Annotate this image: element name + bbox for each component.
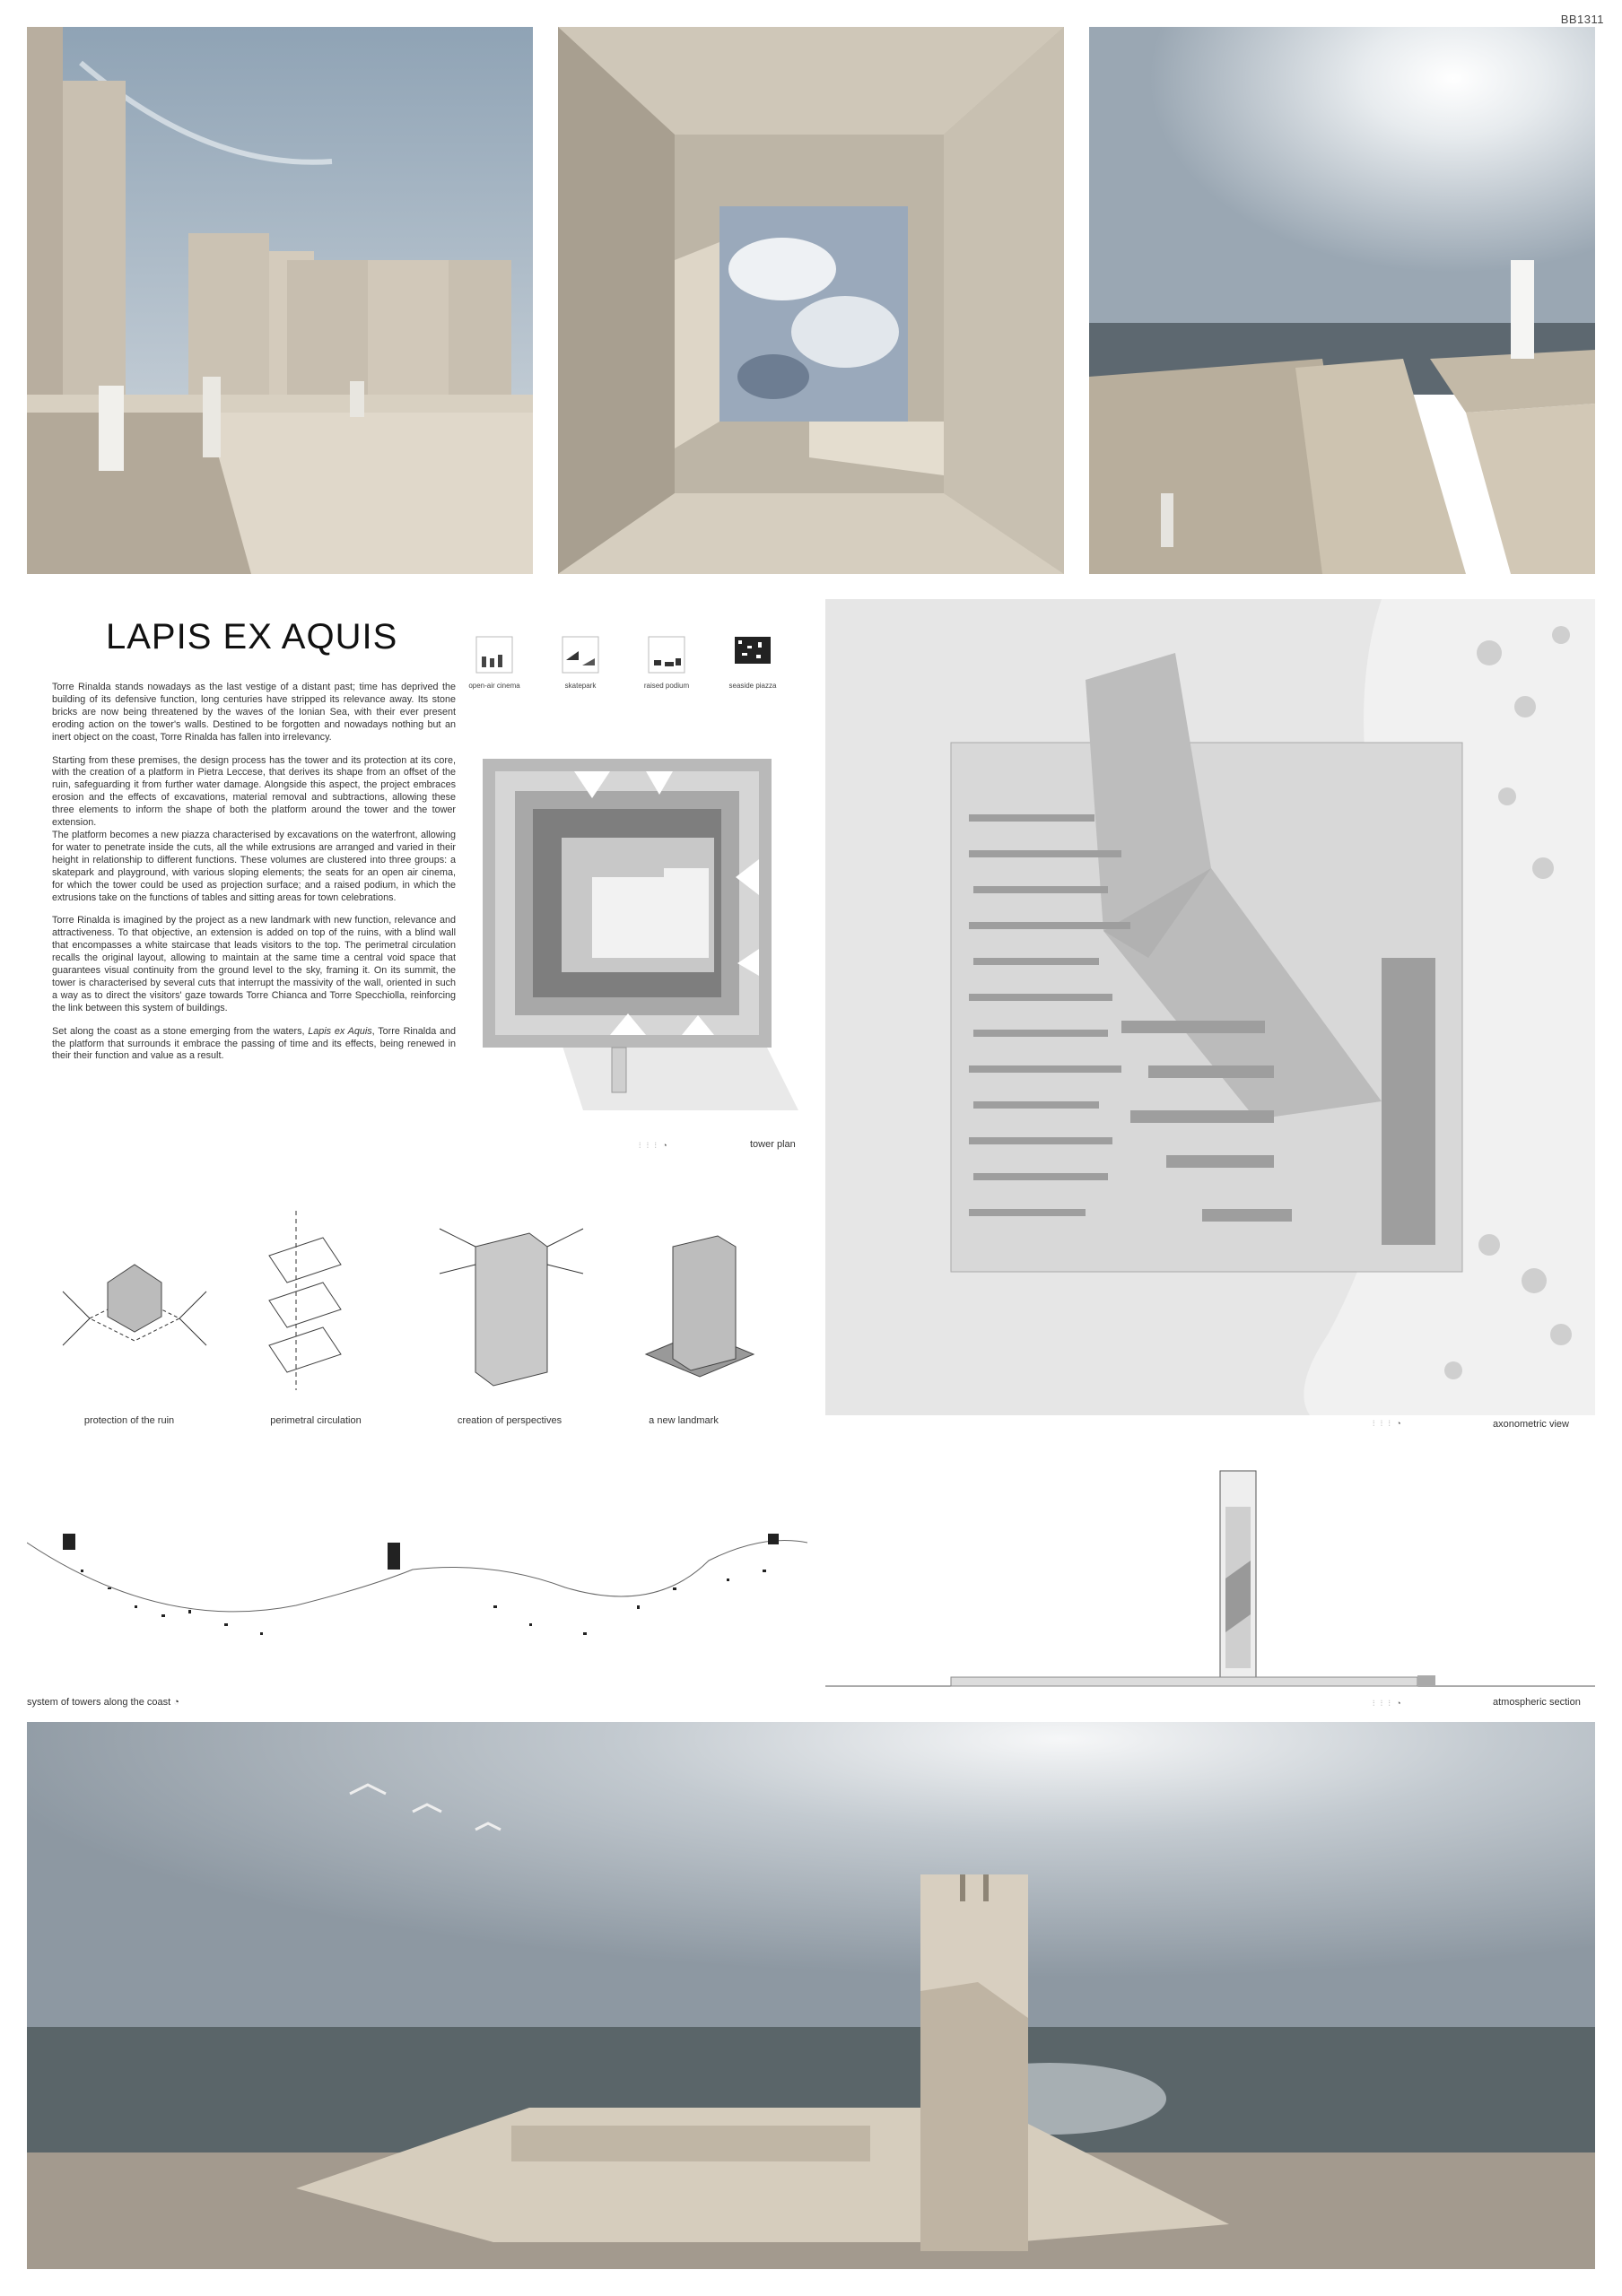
coast-caption: system of towers along the coast ◔ [27, 1697, 179, 1708]
coastline-map [27, 1507, 807, 1686]
function-label: skatepark [564, 682, 597, 690]
diagram-landmark-icon [646, 1236, 754, 1377]
diagram-protection-icon [63, 1265, 206, 1345]
concept-diagrams [36, 1211, 789, 1408]
render-void-view [558, 27, 1064, 574]
axonometric-caption: axonometric view [1493, 1419, 1569, 1430]
diagram-perspectives-icon [440, 1229, 583, 1386]
diagram-circulation-icon [269, 1211, 341, 1390]
tower-plan-drawing [475, 752, 798, 1110]
diagram-label: protection of the ruin [83, 1415, 175, 1426]
axonometric-view-drawing [825, 599, 1595, 1415]
render-panorama [27, 1722, 1595, 2269]
function-open-air-cinema [463, 633, 526, 690]
atmospheric-section-drawing [825, 1453, 1595, 1704]
function-label: raised podium [643, 682, 690, 690]
scale-bar: ⫶ ⫶ ⫶ ◔ [639, 1141, 669, 1150]
description-paragraph: Torre Rinalda stands nowadays as the last vestige of a distant past; time has deprived the building of its defensive function, long centuries have stripped its relevance away. Its stone bricks are now being threatened by the waves of the Ionian Sea, with their ever present eroding action on the tower's walls. Destined to be forgotten and nowadays nothing but an inert object on the coast, Torre Rinalda has fallen into irrelevancy. [52, 682, 456, 743]
diagram-label: a new landmark [649, 1415, 719, 1426]
description-paragraph: Torre Rinalda is imagined by the project as a new landmark with new function, relevance and attractiveness. To that objective, an extension is added on top of the ruins, with a blind wall that encompasses a white staircase that leads visitors to the top. The perimetral circulation recalls the original layout, allowing to maintain at the same time a central void space that guarantees visual continuity from the ground level to the sky, framing it. On its summit, the tower is characterised by several cuts that interrupt the massivity of the wall, oriented in such a way as to direct the visitors' gaze towards Torre Chianca and Torre Specchiolla, reinforcing the link between this system of buildings. [52, 915, 456, 1013]
section-caption: atmospheric section [1493, 1697, 1581, 1708]
description-paragraph: The platform becomes a new piazza characterised by excavations on the waterfront, allowing for water to penetrate inside the cuts, all the while extrusions are arranged and varied in their height in relationship to different functions. These volumes are clustered into three groups: a skatepark and playground, with various sloping elements; the seats for an open air cinema, for which the tower could be used as projection surface; and a raised podium, in which the extrusions take on the functions of tables and sitting areas for town celebrations. [52, 829, 456, 903]
description-paragraph: Starting from these premises, the design process has the tower and its protection at its core, with the creation of a platform in Pietra Leccese, that derives its shape from an offset of the ruin, safeguarding it from further water damage. Alongside this aspect, the project embraces erosion and the effects of excavations, material removal and subtractions, allowing these three elements to inform the shape of both the platform around the tower and the tower extension. [52, 754, 456, 829]
render-seaside [1089, 27, 1595, 574]
function-seaside-piazza [721, 633, 784, 690]
diagram-label: perimetral circulation [270, 1415, 362, 1426]
scale-bar: ⫶ ⫶ ⫶ ◔ [1373, 1419, 1403, 1428]
render-roof-walk [27, 27, 533, 574]
project-title: LAPIS EX AQUIS [106, 617, 398, 657]
board-code: BB1311 [1560, 13, 1604, 26]
diagram-label: creation of perspectives [457, 1415, 562, 1426]
function-skatepark [549, 633, 612, 690]
function-label: open-air cinema [468, 682, 520, 690]
project-description [52, 682, 456, 1074]
scale-bar: ⫶ ⫶ ⫶ ◔ [1373, 1699, 1403, 1708]
north-icon: ◔ [173, 1697, 179, 1708]
description-paragraph: Set along the coast as a stone emerging from the waters, Lapis ex Aquis, Torre Rinalda and the platform that surrounds it embrace the passing of time and its effects, being renewed in their their function and value as a result. [52, 1025, 457, 1062]
tower-plan-caption: tower plan [750, 1139, 796, 1150]
function-label: seaside piazza [728, 682, 777, 690]
function-raised-podium [635, 633, 698, 690]
